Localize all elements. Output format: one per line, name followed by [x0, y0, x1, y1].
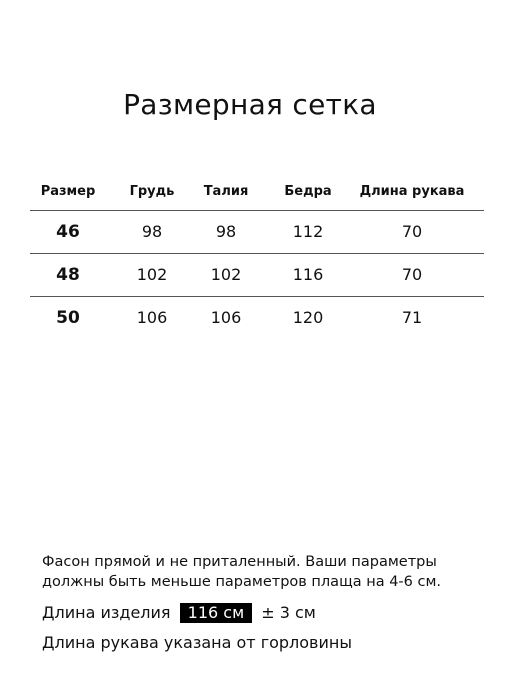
cell-hips: 112: [292, 222, 324, 241]
cell-waist: 106: [210, 308, 242, 327]
table-row: [30, 297, 484, 339]
table-row: [30, 254, 484, 297]
cell-size: 48: [56, 265, 80, 285]
sleeve-note: Длина рукава указана от горловины: [42, 633, 352, 652]
header-hips: Бедра: [284, 184, 332, 199]
cell-hips: 120: [292, 308, 324, 327]
table-header-row: [30, 178, 484, 211]
header-sleeve-length: Длина рукава: [359, 184, 465, 199]
cell-chest: 98: [141, 222, 163, 241]
fit-note: Фасон прямой и не приталенный. Ваши параметры должны быть меньше параметров плаща на 4-6 см.: [42, 554, 442, 590]
size-table: [30, 178, 484, 339]
cell-waist: 102: [210, 265, 242, 284]
header-chest: Грудь: [129, 184, 175, 199]
garment-length-label: Длина изделия: [42, 603, 171, 622]
cell-sleeve-length: 70: [401, 222, 423, 241]
cell-sleeve-length: 70: [401, 265, 423, 284]
cell-waist: 98: [215, 222, 237, 241]
cell-sleeve-length: 71: [401, 308, 423, 327]
garment-length-tolerance: ± 3 см: [261, 603, 316, 622]
header-waist: Талия: [203, 184, 249, 199]
cell-hips: 116: [292, 265, 324, 284]
header-size: Размер: [40, 184, 96, 199]
page-title: Размерная сетка: [123, 88, 377, 121]
cell-size: 46: [56, 222, 80, 242]
garment-length-line: [42, 603, 316, 623]
cell-chest: 102: [136, 265, 168, 284]
table-row: [30, 211, 484, 254]
cell-size: 50: [56, 308, 80, 328]
cell-chest: 106: [136, 308, 168, 327]
garment-length-value: 116 см: [180, 603, 253, 623]
